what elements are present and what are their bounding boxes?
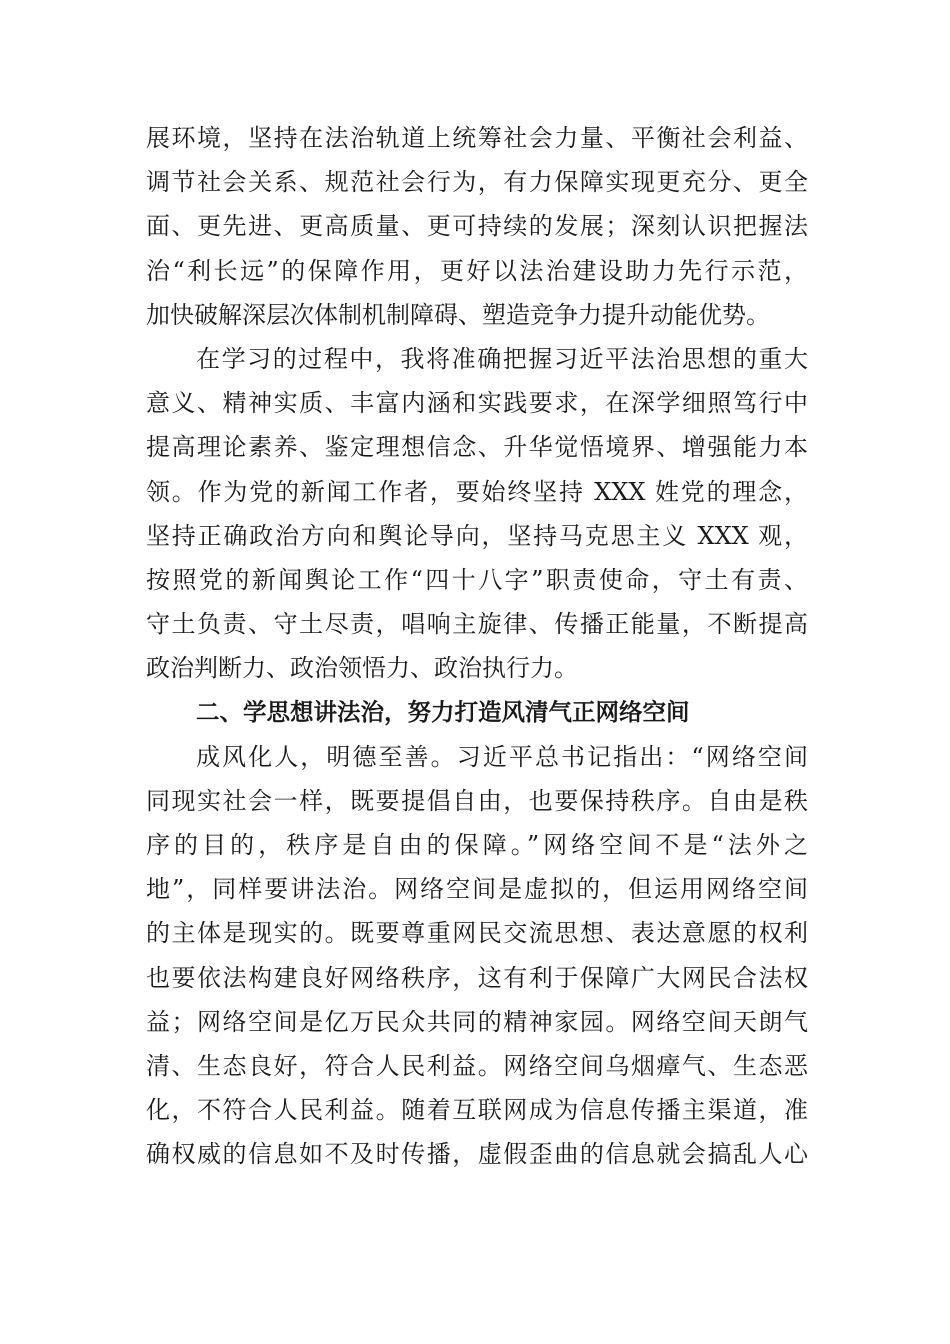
text-line: 面、更先进、更高质量、更可持续的发展；深刻认识把握法 (146, 212, 808, 241)
text-line: 确权威的信息如不及时传播，虚假歪曲的信息就会搞乱人心 (146, 1140, 808, 1169)
text-line: 益；网络空间是亿万民众共同的精神家园。网络空间天朗气 (146, 1007, 808, 1036)
text-line: 治“利长远”的保障作用，更好以法治建设助力先行示范， (146, 256, 808, 285)
text-line: 守土负责、守土尽责，唱响主旋律、传播正能量，不断提高 (146, 610, 808, 639)
text-line: 领。作为党的新闻工作者，要始终坚持 XXX 姓党的理念， (146, 477, 808, 506)
document-body (146, 116, 808, 1177)
text-line: 坚持正确政治方向和舆论导向，坚持马克思主义 XXX 观， (146, 521, 808, 550)
text-line: 同现实社会一样，既要提倡自由，也要保持秩序。自由是秩 (146, 786, 808, 815)
text-line: 的主体是现实的。既要尊重网民交流思想、表达意愿的权利 (146, 919, 808, 948)
text-line: 化，不符合人民利益。随着互联网成为信息传播主渠道，准 (146, 1096, 808, 1125)
section-heading: 二、学思想讲法治，努力打造风清气正网络空间 (196, 698, 690, 727)
text-line: 调节社会关系、规范社会行为，有力保障实现更充分、更全 (146, 168, 808, 197)
paragraph-2 (146, 337, 808, 691)
text-line: 序的目的，秩序是自由的保障。”网络空间不是“法外之 (146, 831, 808, 859)
text-line: 意义、精神实质、丰富内涵和实践要求，在深学细照笃行中 (146, 389, 808, 418)
text-line: 展环境，坚持在法治轨道上统筹社会力量、平衡社会利益、 (146, 124, 808, 152)
text-line: 政治判断力、政治领悟力、政治执行力。 (146, 654, 578, 683)
paragraph-1 (146, 116, 808, 337)
text-line: 提高理论素养、鉴定理想信念、升华觉悟境界、增强能力本 (146, 433, 808, 462)
text-line: 地”，同样要讲法治。网络空间是虚拟的，但运用网络空间 (146, 875, 808, 904)
text-line: 在学习的过程中，我将准确把握习近平法治思想的重大 (196, 344, 808, 373)
text-line: 按照党的新闻舆论工作“四十八字”职责使命，守土有责、 (146, 565, 808, 594)
text-line: 清、生态良好，符合人民利益。网络空间乌烟瘴气、生态恶 (146, 1051, 808, 1080)
text-line: 成风化人，明德至善。习近平总书记指出：“网络空间 (196, 742, 808, 771)
text-line: 加快破解深层次体制机制障碍、塑造竞争力提升动能优势。 (146, 300, 770, 329)
text-line: 也要依法构建良好网络秩序，这有利于保障广大网民合法权 (146, 963, 808, 992)
paragraph-3 (146, 735, 808, 1177)
